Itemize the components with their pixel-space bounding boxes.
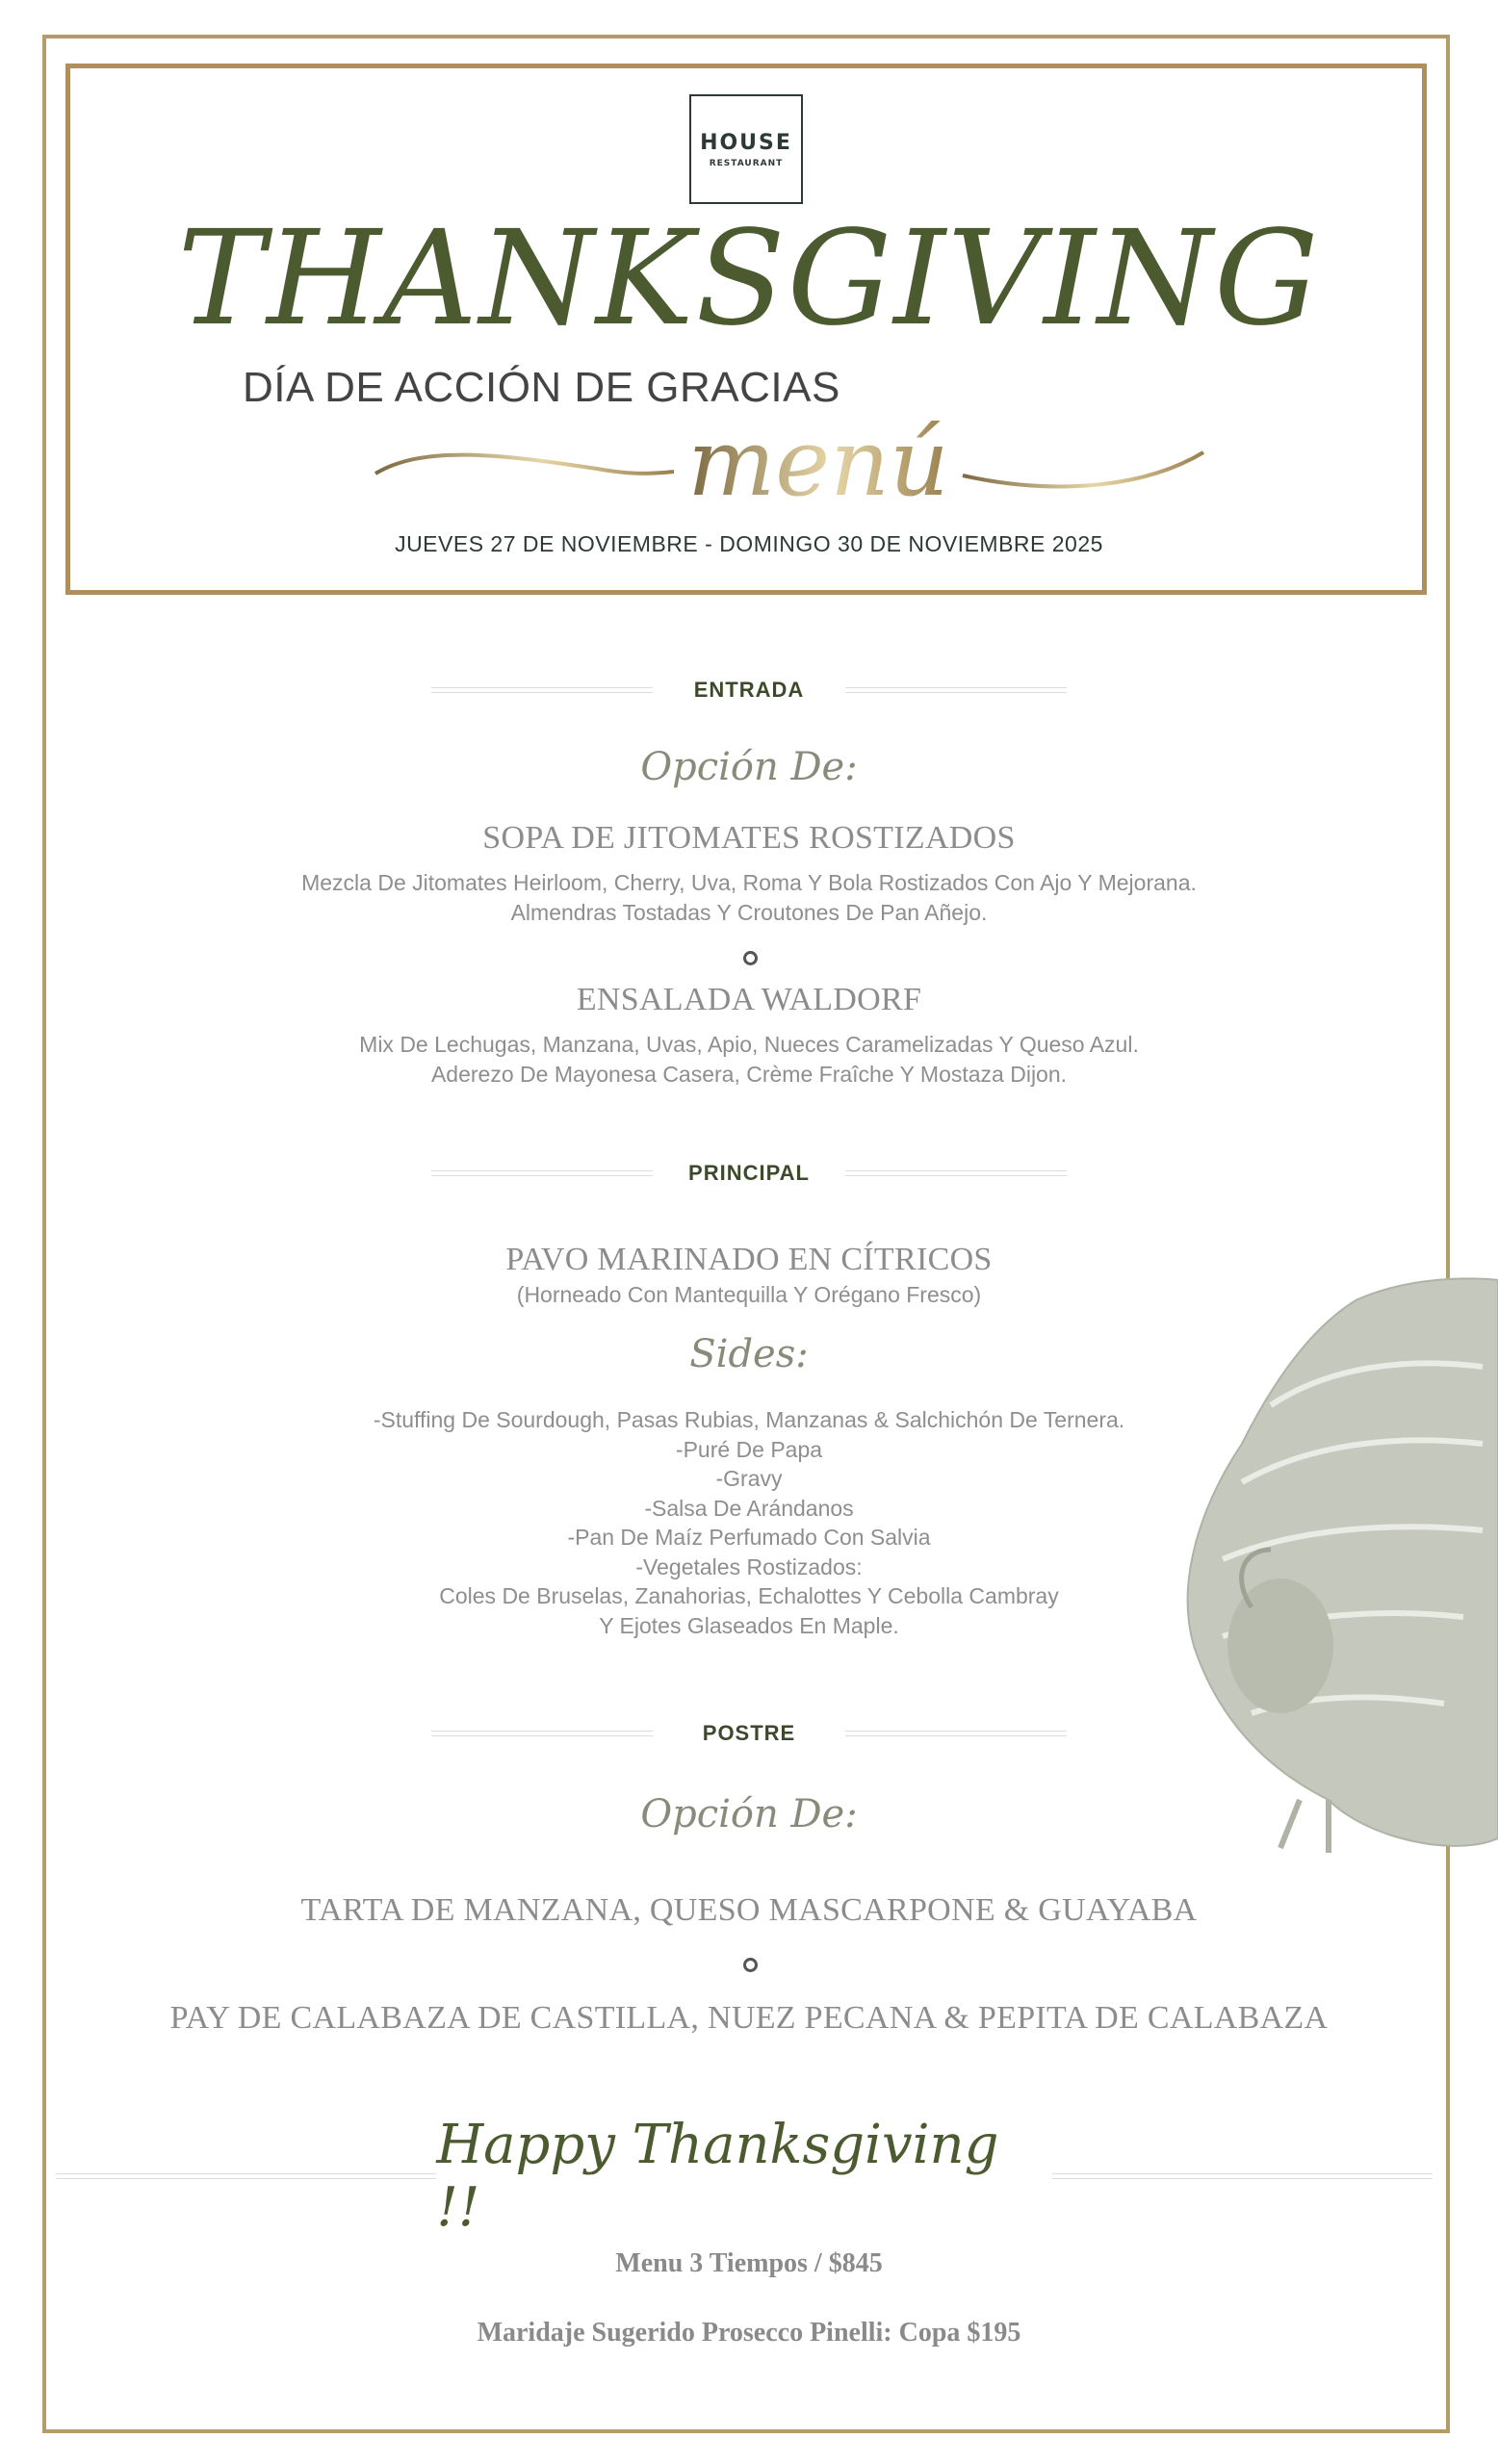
- list-item: -Stuffing De Sourdough, Pasas Rubias, Manzanas & Salchichón De Ternera.: [373, 1407, 1125, 1432]
- logo-subtitle: RESTAURANT: [709, 158, 784, 168]
- section-postre: [0, 1721, 1498, 1746]
- sides-script: Sides:: [689, 1332, 809, 1376]
- divider-left: [56, 2173, 436, 2179]
- menu-script-text: menú: [687, 416, 949, 517]
- list-item: -Vegetales Rostizados:: [635, 1553, 863, 1579]
- divider-right: [845, 1731, 1067, 1736]
- dish-description: Mix De Lechugas, Manzana, Uvas, Apio, Nueces Caramelizadas Y Queso Azul. Aderezo De Mayonesa Casera, Crème Fraîche Y Mostaza Dijon.: [359, 1032, 1139, 1087]
- turkey-illustration: [1136, 1261, 1498, 1867]
- list-item: Y Ejotes Glaseados En Maple.: [599, 1612, 899, 1638]
- menu-script-logo: [366, 416, 1232, 522]
- menu-price: Menu 3 Tiempos / $845: [615, 2248, 883, 2278]
- happy-thanksgiving: Happy Thanksgiving !!: [436, 2114, 999, 2239]
- event-dates: JUEVES 27 DE NOVIEMBRE - DOMINGO 30 DE NOVIEMBRE 2025: [395, 531, 1103, 556]
- happy-thanksgiving-row: [56, 2114, 1433, 2239]
- dish-name: PAY DE CALABAZA DE CASTILLA, NUEZ PECANA & PEPITA DE CALABAZA: [169, 2000, 1329, 2036]
- option-script: Opción De:: [640, 745, 858, 789]
- divider-left: [431, 1731, 653, 1736]
- separator-dot: [743, 951, 758, 965]
- divider-left: [431, 687, 653, 693]
- separator-dot: [743, 1958, 758, 1972]
- logo-word: HOUSE: [700, 130, 792, 155]
- dish-name: ENSALADA WALDORF: [576, 982, 922, 1017]
- section-principal: [0, 1161, 1498, 1186]
- list-item: -Puré De Papa: [675, 1436, 823, 1462]
- list-item: -Pan De Maíz Perfumado Con Salvia: [567, 1525, 931, 1550]
- option-script: Opción De:: [640, 1792, 858, 1836]
- divider-right: [845, 687, 1067, 693]
- section-heading: ENTRADA: [693, 678, 805, 702]
- dish-name: PAVO MARINADO EN CÍTRICOS: [505, 1242, 993, 1277]
- house-logo: [689, 94, 803, 204]
- section-heading: POSTRE: [702, 1721, 796, 1745]
- dish-description: Mezcla De Jitomates Heirloom, Cherry, Uva, Roma Y Bola Rostizados Con Ajo Y Mejorana. Almendras Tostadas Y Croutones De Pan Añejo.: [301, 870, 1197, 925]
- section-heading: PRINCIPAL: [688, 1161, 810, 1185]
- page-subtitle: DÍA DE ACCIÓN DE GRACIAS: [243, 364, 840, 411]
- list-item: -Salsa De Arándanos: [644, 1495, 854, 1521]
- divider-left: [431, 1170, 653, 1176]
- section-entrada: [0, 678, 1498, 703]
- list-item: Coles De Bruselas, Zanahorias, Echalottes Y Cebolla Cambray: [439, 1583, 1059, 1608]
- divider-right: [845, 1170, 1067, 1176]
- dish-name: TARTA DE MANZANA, QUESO MASCARPONE & GUAYABA: [300, 1892, 1198, 1928]
- pairing-price: Maridaje Sugerido Prosecco Pinelli: Copa $195: [477, 2318, 1021, 2348]
- divider-right: [1052, 2173, 1433, 2179]
- dish-name: SOPA DE JITOMATES ROSTIZADOS: [482, 820, 1016, 856]
- page-title: THANKSGIVING: [177, 203, 1321, 355]
- list-item: -Gravy: [715, 1466, 783, 1491]
- dish-note: (Horneado Con Mantequilla Y Orégano Fresco): [516, 1282, 982, 1307]
